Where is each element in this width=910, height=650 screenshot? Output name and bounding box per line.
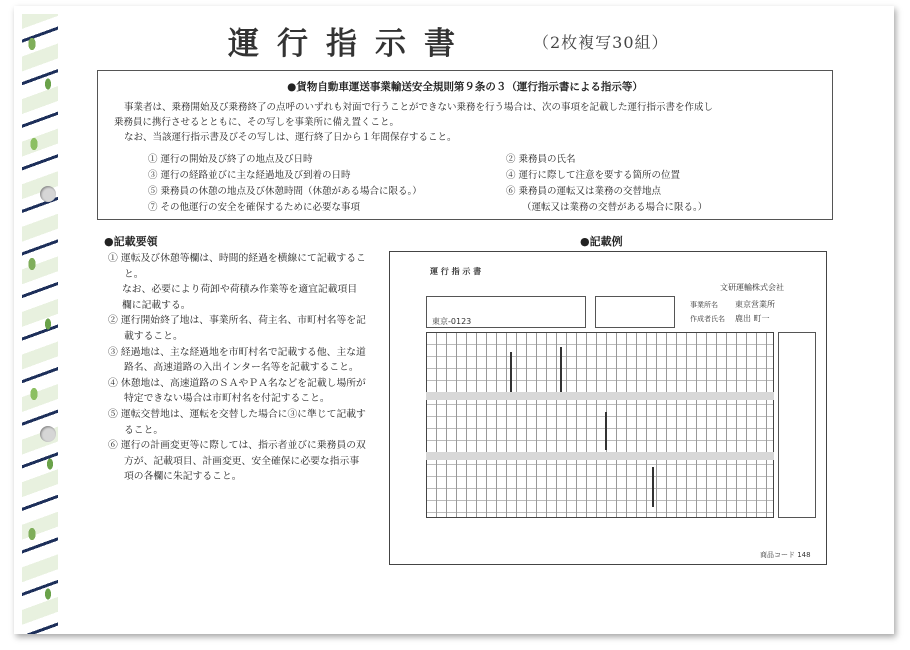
example-schedule-grid — [426, 332, 774, 518]
regulation-heading: ●貨物自動車運送事業輸送安全規則第９条の３（運行指示書による指示等） — [287, 81, 643, 93]
example-schedule-mark — [510, 352, 512, 392]
regulation-box — [97, 70, 833, 220]
example-form — [389, 251, 827, 565]
requirement-item-4: ④ 休憩地は、高速道路のＳＡやＰＡ名などを記載し場所が特定できない場合は市町村名を付記すること。 — [108, 377, 366, 405]
document-subtitle: （2枚複写30組） — [533, 33, 669, 52]
decorative-cover-strip — [22, 14, 58, 634]
regulation-item-7: ⑦ その他運行の安全を確保するために必要な事項 — [148, 202, 361, 213]
requirement-item-1: ① 運転及び休憩等欄は、時間的経過を横線にて記載すること。 — [108, 253, 366, 280]
example-schedule-mark — [605, 412, 607, 450]
requirement-item-6: ⑥ 運行の計画変更等に際しては、指示者並びに乗務員の双方が、記載項目、計画変更、安全確保に必要な指示事項の各欄に朱記すること。 — [108, 440, 366, 483]
requirement-item-3: ③ 経過地は、主な経過地を市町村名で記載する他、主な道路名、高速道路の入出インター名等を記載すること。 — [108, 346, 366, 374]
example-office-label: 事業所名 — [690, 301, 718, 309]
requirements-list — [108, 251, 366, 485]
requirement-item-2: ② 運行開始終了地は、事業所名、荷主名、市町村名等を記載すること。 — [108, 315, 366, 342]
example-office-value: 東京営業所 — [735, 300, 775, 309]
binding-hole-top — [40, 186, 56, 202]
requirement-item-5: ⑤ 運転交替地は、運転を交替した場合に③に準じて記載すること。 — [108, 408, 366, 436]
regulation-paragraph-1: 事業者は、乗務開始及び乗務終了の点呼のいずれも対面で行うことができない乗務を行う場合は、次の事項を記載した運行指示書を作成し — [124, 102, 714, 113]
example-vehicle-no: 東京-0123 — [432, 317, 472, 326]
regulation-item-4: ④ 運行に際して注意を要する箇所の位置 — [506, 170, 681, 181]
example-company: 文研運輸株式会社 — [720, 283, 784, 292]
example-schedule-mark — [652, 467, 654, 507]
example-grid-band-1 — [426, 392, 774, 400]
regulation-paragraph-3: なお、当該運行指示書及びその写しは、運行終了日から１年間保存すること。 — [124, 132, 457, 143]
example-schedule-mark — [560, 347, 562, 392]
regulation-paragraph-2: 乗務員に携行させるとともに、その写しを事業所に備え置くこと。 — [114, 117, 400, 128]
document-title: 運行指示書 — [228, 26, 473, 62]
requirement-item-1-note: なお、必要により荷卸や荷積み作業等を適宜記載項目欄に記載する。 — [122, 284, 358, 311]
example-form-title: 運 行 指 示 書 — [430, 267, 482, 276]
regulation-item-2: ② 乗務員の氏名 — [506, 154, 576, 165]
example-driver-box — [595, 296, 675, 328]
example-grid-band-2 — [426, 452, 774, 460]
regulation-item-5: ⑤ 乗務員の休憩の地点及び休憩時間（休憩がある場合に限る。） — [148, 186, 422, 197]
example-notes-column — [778, 332, 816, 518]
regulation-item-3: ③ 運行の経路並びに主な経過地及び到着の日時 — [148, 170, 351, 181]
example-instructor-label: 作成者氏名 — [690, 315, 725, 323]
requirements-heading: ●記載要領 — [104, 235, 158, 248]
example-instructor-value: 鹿出 町一 — [735, 314, 770, 323]
regulation-item-6-note: （運転又は業務の交替がある場合に限る。） — [522, 202, 708, 213]
regulation-item-6: ⑥ 乗務員の運転又は業務の交替地点 — [506, 186, 662, 197]
example-footer-code: 商品コード 148 — [760, 551, 811, 559]
regulation-item-1: ① 運行の開始及び終了の地点及び日時 — [148, 154, 313, 165]
binding-hole-bottom — [40, 426, 56, 442]
example-heading: ●記載例 — [580, 235, 623, 248]
